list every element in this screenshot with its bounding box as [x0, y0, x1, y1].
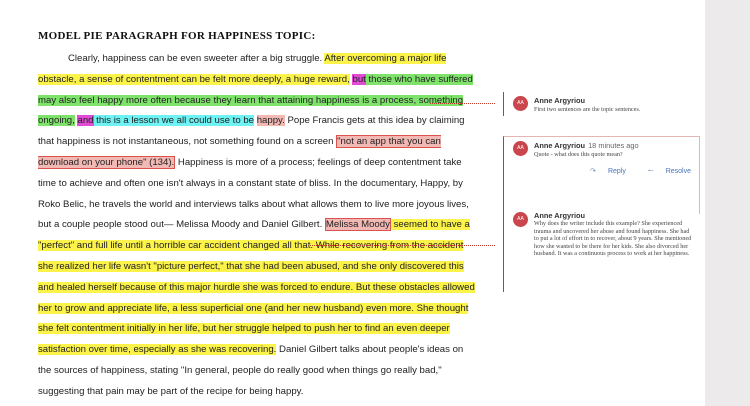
highlighted-text: this is a lesson we all could use to be: [93, 115, 255, 127]
document-title: MODEL PIE PARAGRAPH FOR HAPPINESS TOPIC:: [38, 30, 316, 42]
avatar: AA: [513, 96, 528, 111]
resolve-button[interactable]: ↼ Resolve: [647, 168, 691, 175]
text-run: Happiness is more of a process; feelings of deep contentment take time to achieve and often one isn't always in a constant state of bliss. In the documentary, Happy, by Roko Belic, he travels the world and interviews talks about what allows them to live more joyous lives, but a couple people stood out— Melissa Moody and Daniel Gilbert.: [38, 156, 469, 231]
document-body[interactable]: [38, 49, 478, 403]
highlighted-text: those who have suffered may also feel happy more often because they learn that attaining happiness is a process, something ongoing,: [38, 73, 473, 127]
comment-connector-1: [430, 103, 503, 104]
highlighted-text: After overcoming a major life obstacle, a sense of contentment can be felt more deeply, a huge reward,: [38, 53, 447, 85]
comment-timestamp: 18 minutes ago: [588, 141, 639, 150]
highlighted-text: "not an app that you can download on your phone" (134).: [38, 136, 441, 168]
comment-card-active[interactable]: [503, 136, 700, 214]
comment-connector-3: [310, 245, 503, 246]
text-run: Clearly, happiness can be even sweeter after a big struggle.: [68, 53, 325, 64]
highlighted-text: seemed to have a "perfect" and full life until a horrible car accident changed all that. While recovering from the accident she realized her life wasn't "picture perfect," that she had been abused, and she only discovered this and healed herself because of this major hurdle she was forced to endure. But these obstacles allowed her to grow and appreciate life, a less superficial one (and her new husband) even more. She thought she felt contentment initially in her life, but her struggle helped to push her to find an even deeper satisfaction over time, especially as she was recovering.: [38, 219, 475, 356]
avatar: AA: [513, 141, 528, 156]
resolve-icon: ↼: [647, 168, 654, 175]
highlighted-text: but: [352, 73, 366, 85]
comment-text: Why does the writer include this example? She experienced trauma and uncovered her abuse and found happiness. She had to put a lot of effort in to recover, about 9 years. She mentioned how she wanted to be there for her kids. She also divorced her husband. It was a continuous process to work at her happiness.: [534, 220, 692, 258]
reply-icon: ↷: [590, 168, 596, 175]
comment-author: Anne Argyriou: [534, 211, 586, 220]
text-run: Pope Francis gets at this idea by claiming that happiness is not instantaneous, not something found on a screen: [38, 115, 465, 148]
comment-card[interactable]: [503, 208, 699, 292]
highlighted-text: and: [77, 115, 94, 127]
highlighted-text: happy.: [256, 115, 285, 127]
text-run: Daniel Gilbert talks about people's ideas on the sources of happiness, stating "In general, people do really good when things go really bad," suggesting that pain may be part of the recipe for being happy.: [38, 344, 464, 397]
avatar: AA: [513, 212, 528, 227]
highlighted-text: Melissa Moody: [325, 219, 390, 231]
scroll-rail[interactable]: [705, 0, 750, 406]
comment-author: Anne Argyriou: [534, 96, 586, 105]
comment-actions: [570, 167, 691, 175]
paragraph[interactable]: [38, 49, 478, 403]
comment-text: First two sentences are the topic sentences.: [534, 106, 641, 113]
comment-text: Quote - what does this quote mean?: [534, 151, 623, 158]
comment-card[interactable]: [503, 92, 699, 116]
reply-button[interactable]: ↷ Reply: [590, 168, 626, 175]
comment-author: Anne Argyriou 18 minutes ago: [534, 141, 639, 150]
comments-pane: [495, 0, 705, 406]
